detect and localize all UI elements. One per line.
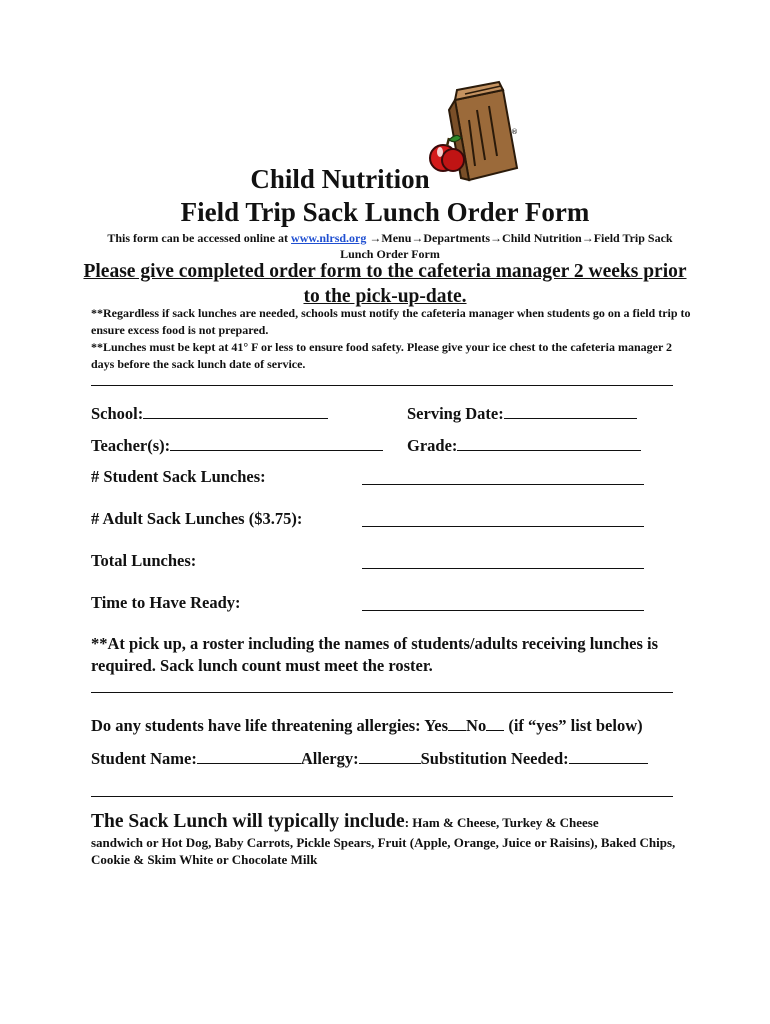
title-line-2: Field Trip Sack Lunch Order Form — [180, 197, 590, 227]
school-field — [91, 404, 328, 424]
access-prefix: This form can be accessed online at — [107, 231, 292, 245]
substitution-label: Substitution Needed: — [420, 749, 569, 768]
divider — [91, 692, 673, 693]
includes-heading: The Sack Lunch will typically include — [91, 811, 405, 832]
grade-field — [407, 436, 641, 456]
allergy-label: Allergy: — [300, 749, 359, 768]
serving-date-input-line[interactable] — [504, 404, 637, 419]
note-notify-manager: **Regardless if sack lunches are needed, schools must notify the cafeteria manager when students go on a field trip to ensure excess food is not prepared. — [91, 306, 691, 337]
allergy-input-line[interactable] — [359, 749, 421, 764]
school-input-line[interactable] — [143, 404, 328, 419]
total-lunches-input-line[interactable] — [362, 568, 644, 569]
substitution-input-line[interactable] — [569, 749, 648, 764]
student-lunches-label: # Student Sack Lunches: — [91, 467, 266, 486]
allergy-yes-line[interactable] — [448, 716, 466, 731]
time-ready-input-line[interactable] — [362, 610, 644, 611]
total-lunches-label: Total Lunches: — [91, 551, 197, 570]
adult-lunches-label: # Adult Sack Lunches ($3.75): — [91, 509, 303, 528]
school-label: School: — [91, 404, 144, 423]
website-link[interactable]: www.nlrsd.org — [291, 231, 367, 245]
note-food-safety: **Lunches must be kept at 41° F or less to ensure food safety. Please give your ice chest to the cafeteria manager 2 days before the sack lunch date of service. — [91, 340, 673, 371]
adult-lunches-input-line[interactable] — [362, 526, 644, 527]
teachers-label: Teacher(s): — [91, 436, 171, 455]
student-name-input-line[interactable] — [197, 749, 301, 764]
student-lunches-input-line[interactable] — [362, 484, 644, 485]
divider — [91, 385, 673, 386]
includes-items-start: : Ham & Cheese, Turkey & Cheese — [404, 815, 599, 830]
submission-headline: Please give completed order form to the cafeteria manager 2 weeks prior to the pick-up-date. — [83, 261, 687, 307]
grade-label: Grade: — [407, 436, 458, 455]
teachers-field — [91, 436, 383, 456]
access-path: →Menu→Departments→Child Nutrition→Field Trip Sack Lunch Order Form — [340, 231, 673, 261]
allergy-entry-row — [91, 749, 648, 769]
access-info — [90, 230, 690, 262]
grade-input-line[interactable] — [457, 436, 641, 451]
title-line-1: Child Nutrition — [250, 164, 430, 194]
serving-date-label: Serving Date: — [407, 404, 504, 423]
divider — [91, 796, 673, 797]
allergy-tail: (if “yes” list below) — [504, 716, 643, 735]
student-name-label: Student Name: — [91, 749, 197, 768]
pickup-roster-note: **At pick up, a roster including the names of students/adults receiving lunches is required. Sack lunch count must meet the roster. — [91, 634, 659, 675]
allergy-question-label: Do any students have life threatening allergies: Yes — [91, 716, 449, 735]
registered-mark: ® — [511, 128, 518, 136]
time-ready-label: Time to Have Ready: — [91, 593, 241, 612]
allergy-no-label: No — [466, 716, 487, 735]
allergy-no-line[interactable] — [486, 716, 504, 731]
includes-items: sandwich or Hot Dog, Baby Carrots, Pickle Spears, Fruit (Apple, Orange, Juice or Raisins), Baked Chips, Cookie & Skim White or Chocolate Milk — [91, 835, 676, 867]
includes-heading-row — [91, 811, 599, 833]
allergy-question — [91, 716, 643, 736]
serving-date-field — [407, 404, 637, 424]
teachers-input-line[interactable] — [170, 436, 383, 451]
